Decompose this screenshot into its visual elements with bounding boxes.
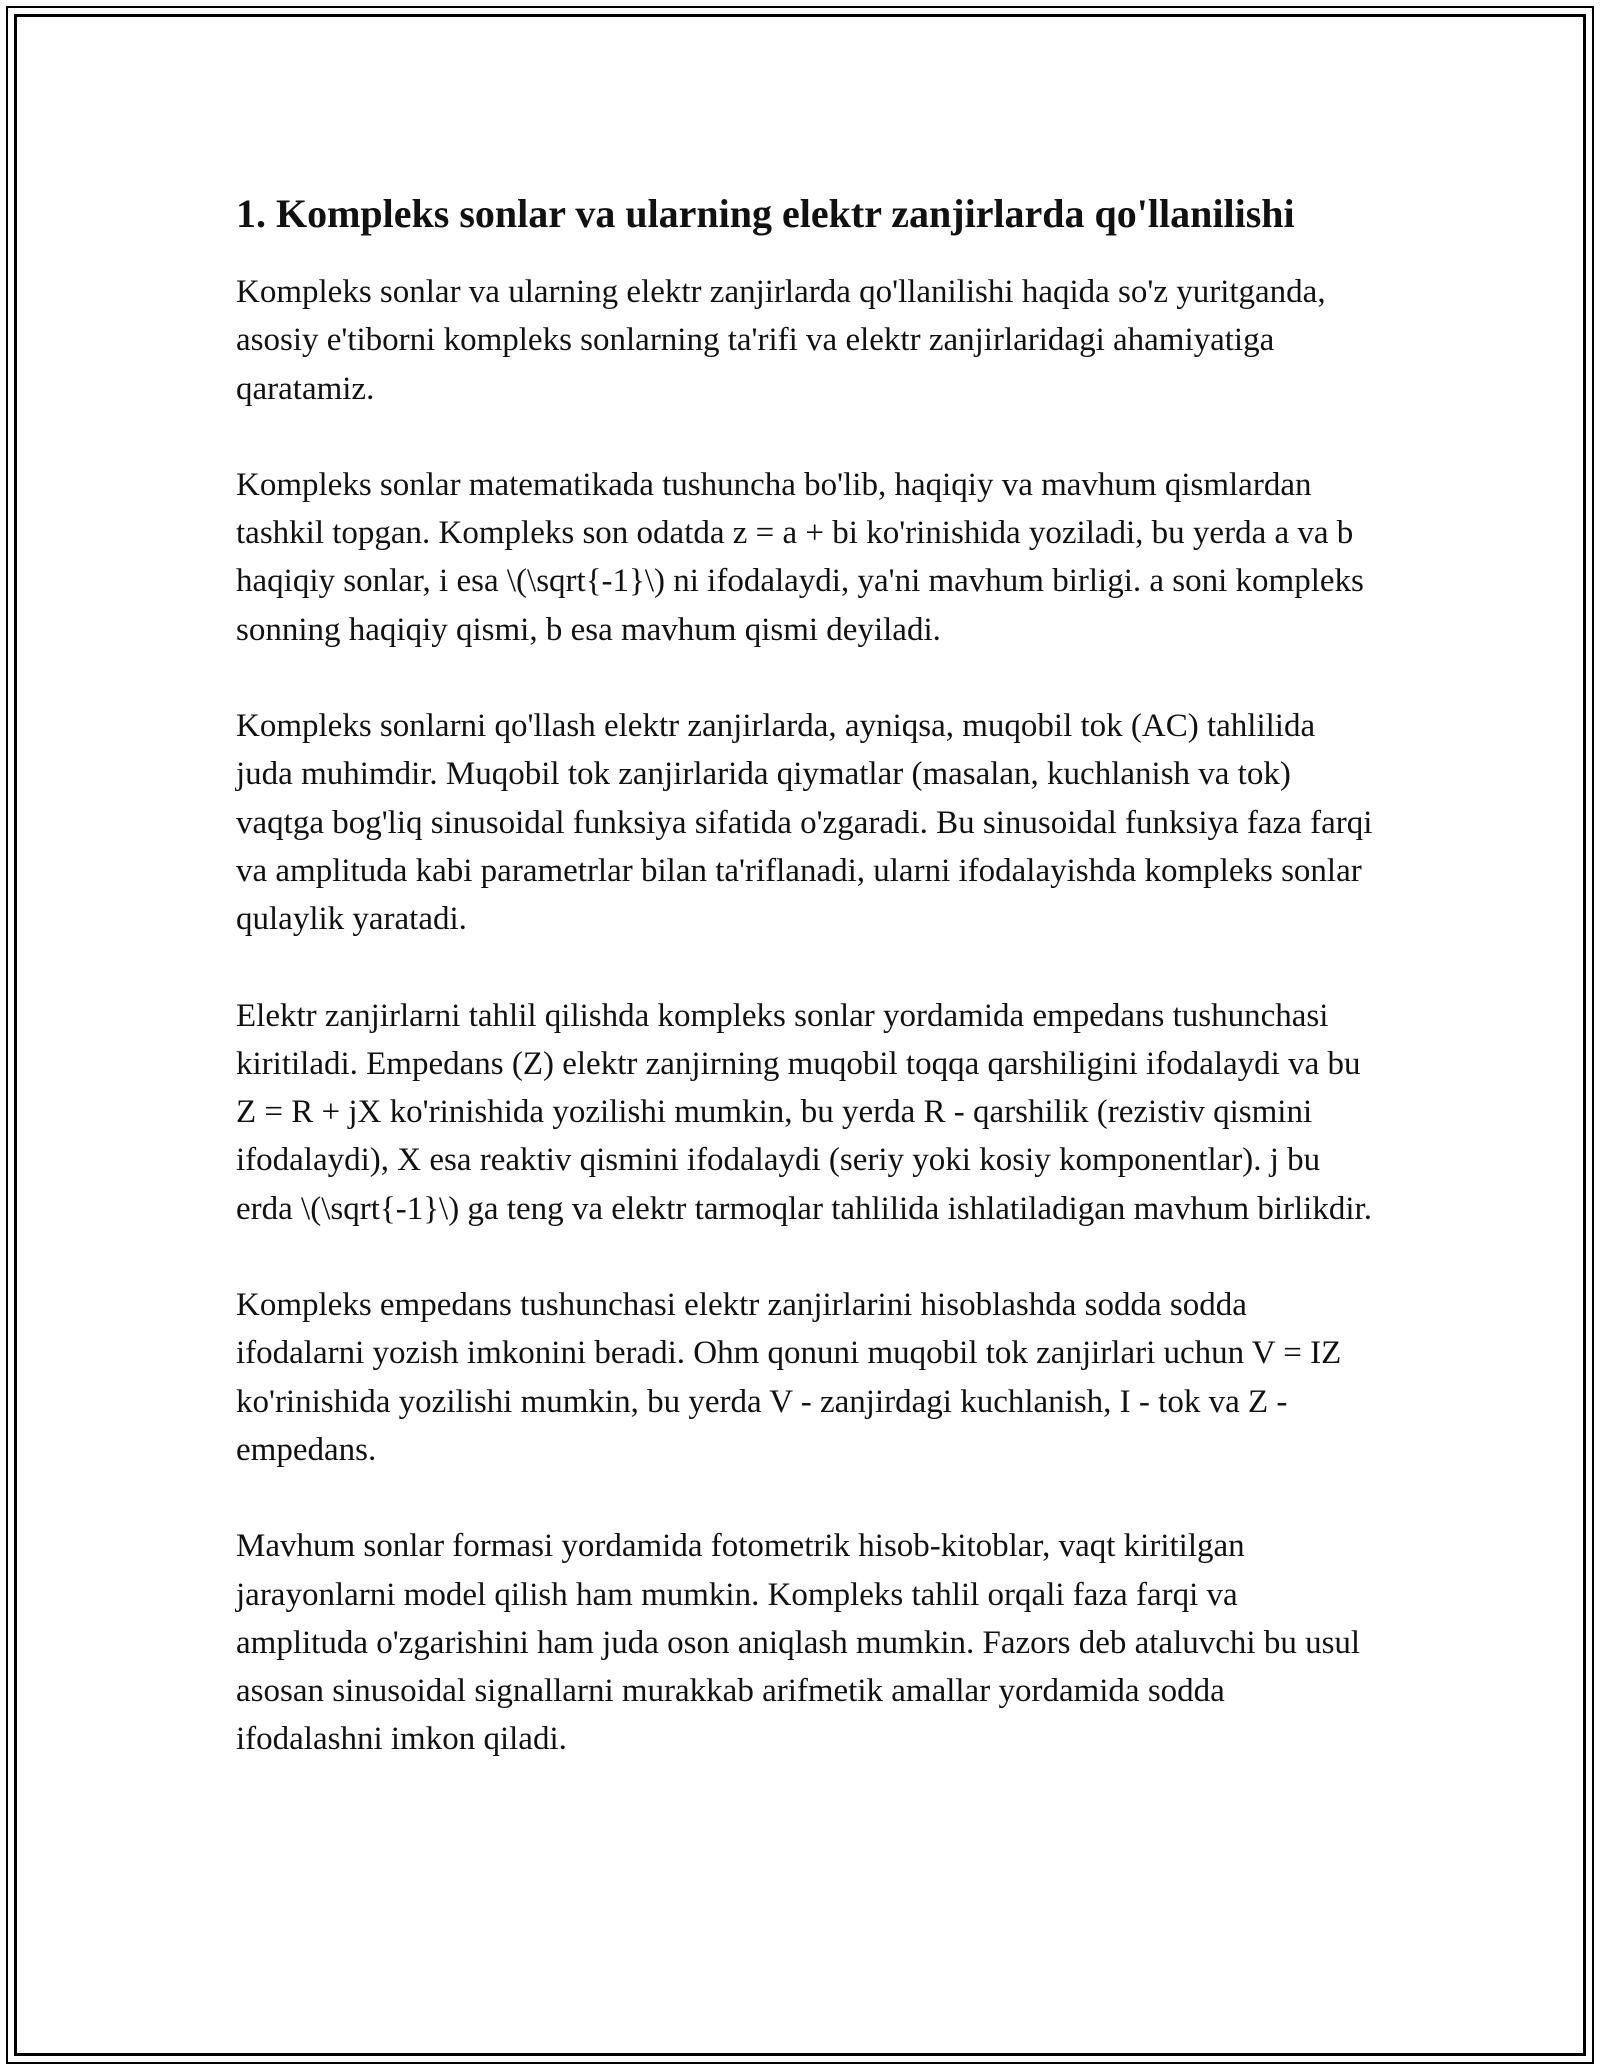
paragraph-intro: Kompleks sonlar va ularning elektr zanjirlarda qo'llanilishi haqida so'z yuritganda, asosiy e'tiborni kompleks sonlarning ta'rifi va elektr zanjirlaridagi ahamiyatiga qaratamiz. (236, 274, 1326, 407)
paragraph-phasors: Mavhum sonlar formasi yordamida fotometrik hisob-kitoblar, vaqt kiritilgan jarayonlarni model qilish ham mumkin. Kompleks tahlil orqali faza farqi va amplituda o'zgarishini ham juda oson aniqlash mumkin. Fazors deb ataluvchi bu usul asosan sinusoidal signallarni murakkab arifmetik amallar yordamida sodda ifodalashni imkon qiladi. (236, 1528, 1361, 1758)
paragraph-ohm-law: Kompleks empedans tushunchasi elektr zanjirlarini hisoblashda sodda sodda ifodalarni yozish imkonini beradi. Ohm qonuni muqobil tok zanjirlari uchun V = IZ ko'rinishida yozilishi mumkin, bu yerda V - zanjirdagi kuchlanish, I - tok va Z - empedans. (236, 1287, 1342, 1468)
paragraph-definition: Kompleks sonlar matematikada tushuncha bo'lib, haqiqiy va mavhum qismlardan tashkil topgan. Kompleks son odatda z = a + bi ko'rinishida yoziladi, bu yerda a va b haqiqiy sonlar, i esa \(\sqrt{-1}\) ni ifodalaydi, ya'ni mavhum birligi. a soni kompleks sonning haqiqiy qismi, b esa mavhum qismi deyiladi. (236, 466, 1364, 648)
paragraph-impedance: Elektr zanjirlarni tahlil qilishda kompleks sonlar yordamida empedans tushunchasi kiritiladi. Empedans (Z) elektr zanjirning muqobil toqqa qarshiligini ifodalaydi va bu Z = R + jX ko'rinishida yozilishi mumkin, bu yerda R - qarshilik (rezistiv qismini ifodalaydi), X esa reaktiv qismini ifodalaydi (seriy yoki kosiy komponentlar). j bu erda \(\sqrt{-1}\) ga teng va elektr tarmoqlar tahlilida ishlatiladigan mavhum birlikdir. (236, 997, 1372, 1227)
section-title: 1. Kompleks sonlar va ularning elektr zanjirlarda qo'llanilishi (236, 191, 1295, 236)
paragraph-ac-analysis: Kompleks sonlarni qo'llash elektr zanjirlarda, ayniqsa, muqobil tok (AC) tahlilida juda muhimdir. Muqobil tok zanjirlarida qiymatlar (masalan, kuchlanish va tok) vaqtga bog'liq sinusoidal funksiya sifatida o'zgaradi. Bu sinusoidal funksiya faza farqi va amplituda kabi parametrlar bilan ta'riflanadi, ularni ifodalayishda kompleks sonlar qulaylik yaratadi. (236, 708, 1373, 938)
document-body (236, 184, 1376, 1812)
